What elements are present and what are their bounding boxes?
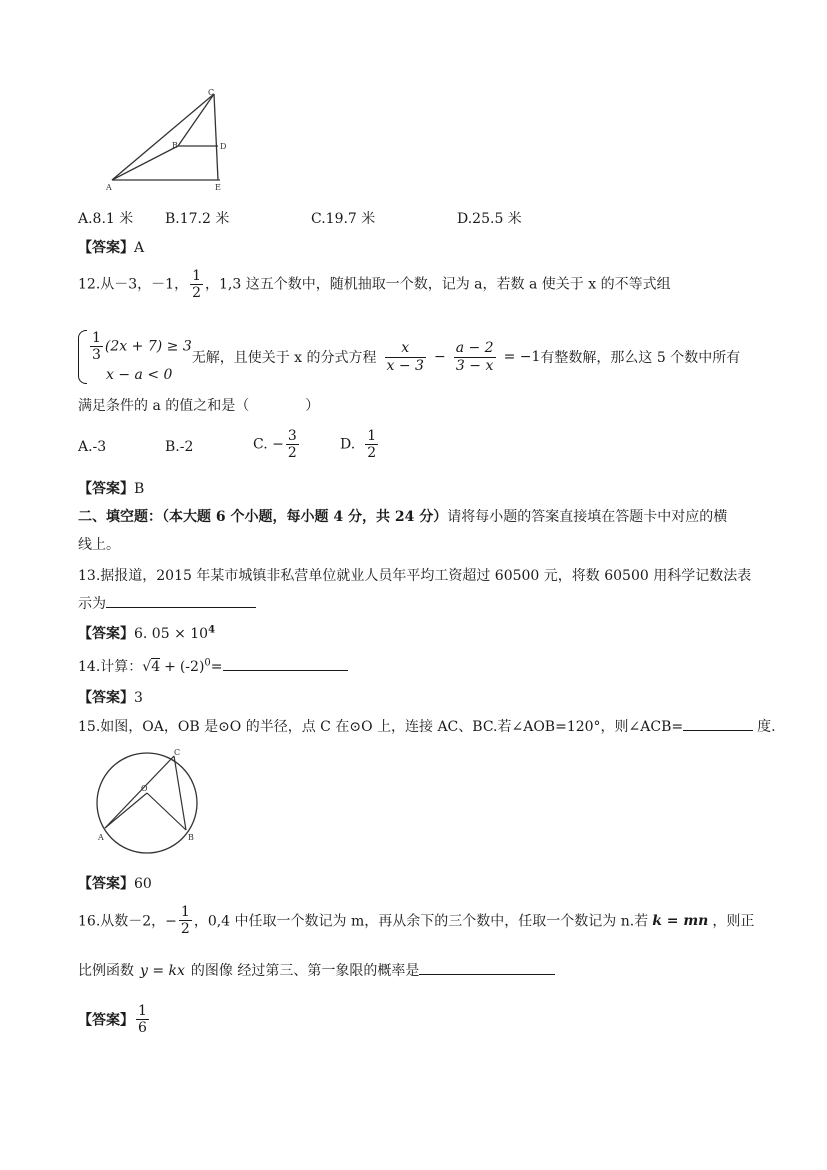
denominator: x − 3 [386, 357, 424, 374]
fraction [365, 428, 378, 461]
q12-line1 [78, 268, 671, 301]
answer-value: A [134, 240, 145, 256]
answer-value: 60 [134, 876, 152, 892]
answer-value: B [134, 481, 145, 497]
option-label: C. − [253, 436, 284, 453]
denominator: 2 [192, 285, 202, 302]
k-equation: k = mn [652, 912, 709, 929]
q12-text: 无解，且使关于 x 的分式方程 [191, 350, 377, 366]
fraction [286, 428, 299, 461]
section-title: 二、填空题：（本大题 6 个小题，每小题 4 分，共 24 分） [78, 509, 448, 525]
q16-text: ，则正 [712, 913, 755, 930]
q13-answer [78, 623, 215, 643]
q16-text: ，0,4 中任取一个数记为 m，再从余下的三个数中，任取一个数记为 n.若 [193, 913, 649, 930]
unit-label: 度. [757, 719, 776, 735]
q12-answer [78, 478, 144, 498]
section2-heading [78, 506, 727, 526]
q16-text: 16.从数－2，− [78, 913, 177, 930]
numerator: 1 [92, 330, 101, 346]
denominator: 3 − x [455, 357, 494, 374]
answer-key-label: 【答案】 [78, 626, 134, 642]
q12-text: ，1,3 这五个数中，随机抽取一个数，记为 a，若数 a 使关于 x 的不等式组 [205, 276, 671, 293]
plus-sign: + [164, 659, 176, 675]
q11-option-a: A.8.1 米 [78, 211, 134, 227]
section2-heading-line2: 线上。 [78, 537, 120, 553]
inequality-row-1 [88, 330, 192, 363]
equals-sign: = [210, 659, 223, 675]
q14-text: 14.计算： [78, 659, 143, 675]
numerator: x [385, 340, 426, 357]
section-instructions: 请将每小题的答案直接填在答题卡中对应的横 [447, 509, 728, 525]
sqrt-argument: 4 [151, 659, 161, 675]
answer-key-label: 【答案】 [78, 1012, 134, 1029]
denominator: 3 [92, 347, 101, 364]
q13-line2 [78, 593, 256, 613]
system-brace [78, 330, 87, 384]
numerator: a − 2 [455, 340, 494, 357]
numerator: 1 [192, 268, 202, 284]
fig15-label-o: O [141, 784, 148, 793]
equation-fraction-1 [385, 340, 426, 373]
fig11-label-a: A [106, 183, 112, 192]
answer-key-label: 【答案】 [78, 690, 134, 706]
answer-key-label: 【答案】 [78, 240, 134, 256]
q12-option-b: B.-2 [165, 439, 194, 455]
q12-line3: 满足条件的 a 的值之和是（ ） [78, 398, 320, 414]
equation-fraction-2 [454, 340, 496, 373]
inequality-system [78, 330, 192, 384]
q12-option-d [340, 428, 380, 461]
fig11-label-b: B [172, 141, 178, 150]
answer-fraction [136, 1003, 149, 1036]
inequality-row-2: x − a < 0 [106, 367, 173, 384]
answer-key-label: 【答案】 [78, 876, 134, 892]
fig11-label-e: E [215, 183, 221, 192]
q14-answer [78, 687, 143, 707]
q15-text: 15.如图，OA，OB 是⊙O 的半径，点 C 在⊙O 上，连接 AC、BC.若∠AOB=120°，则∠ACB= [78, 719, 684, 735]
q16-text: 比例函数 [78, 963, 134, 979]
power-exponent: 0 [204, 657, 211, 669]
minus-sign: − [433, 349, 446, 365]
q12-text: 有整数解，那么这 5 个数中所有 [540, 350, 741, 366]
denominator: 2 [287, 445, 297, 462]
q12-option-a: A.-3 [78, 439, 107, 455]
numerator: 1 [180, 904, 190, 920]
fraction-half [179, 904, 192, 937]
fraction-third [90, 330, 103, 363]
numerator: 1 [367, 428, 377, 444]
option-label: D. [340, 436, 356, 453]
q11-option-d: D.25.5 米 [457, 211, 522, 227]
fraction-half [190, 268, 203, 301]
q14-line [78, 656, 348, 676]
function-expression: y = kx [140, 963, 185, 979]
q16-answer [78, 1003, 151, 1036]
fig11-label-d: D [220, 142, 227, 151]
q11-figure [100, 86, 240, 192]
q11-option-c: C.19.7 米 [311, 211, 376, 227]
fig11-label-c: C [208, 88, 215, 97]
q16-line2 [78, 960, 555, 980]
q16-line1 [78, 904, 754, 937]
q11-option-b: B.17.2 米 [165, 211, 230, 227]
fig15-label-b: B [188, 833, 194, 842]
answer-value: 6. 05 × 10 [134, 626, 209, 642]
denominator: 2 [180, 921, 190, 938]
q13-text: 示为 [78, 596, 106, 612]
q15-line [78, 716, 776, 736]
answer-blank[interactable] [419, 960, 555, 975]
fig15-label-c: C [174, 748, 181, 757]
q12-line2 [78, 330, 740, 384]
numerator: 1 [138, 1003, 147, 1019]
denominator: 6 [138, 1020, 147, 1037]
numerator: 3 [287, 428, 297, 444]
q13-line1: 13.据报道，2015 年某市城镇非私营单位就业人员年平均工资超过 60500 元，将数 60500 用科学记数法表 [78, 568, 752, 584]
answer-exponent: 4 [208, 624, 216, 636]
inequality-1: (2x + 7) ≥ 3 [104, 338, 192, 355]
power-base: (-2) [179, 659, 205, 675]
fig15-label-a: A [98, 833, 104, 842]
answer-blank[interactable] [106, 593, 256, 608]
denominator: 2 [367, 445, 377, 462]
q12-text: 12.从－3，－1， [78, 276, 189, 293]
answer-value: 3 [134, 690, 143, 706]
q12-option-c [253, 428, 301, 461]
equation-rhs: = −1 [503, 349, 541, 365]
sqrt-symbol: √4 [142, 659, 161, 675]
q16-text: 的图像 经过第三、第一象限的概率是 [190, 963, 420, 979]
answer-blank[interactable] [223, 656, 348, 671]
q11-answer [78, 237, 144, 257]
q15-answer [78, 873, 152, 893]
q15-figure [92, 748, 208, 858]
answer-blank[interactable] [683, 716, 753, 731]
answer-key-label: 【答案】 [78, 481, 134, 497]
